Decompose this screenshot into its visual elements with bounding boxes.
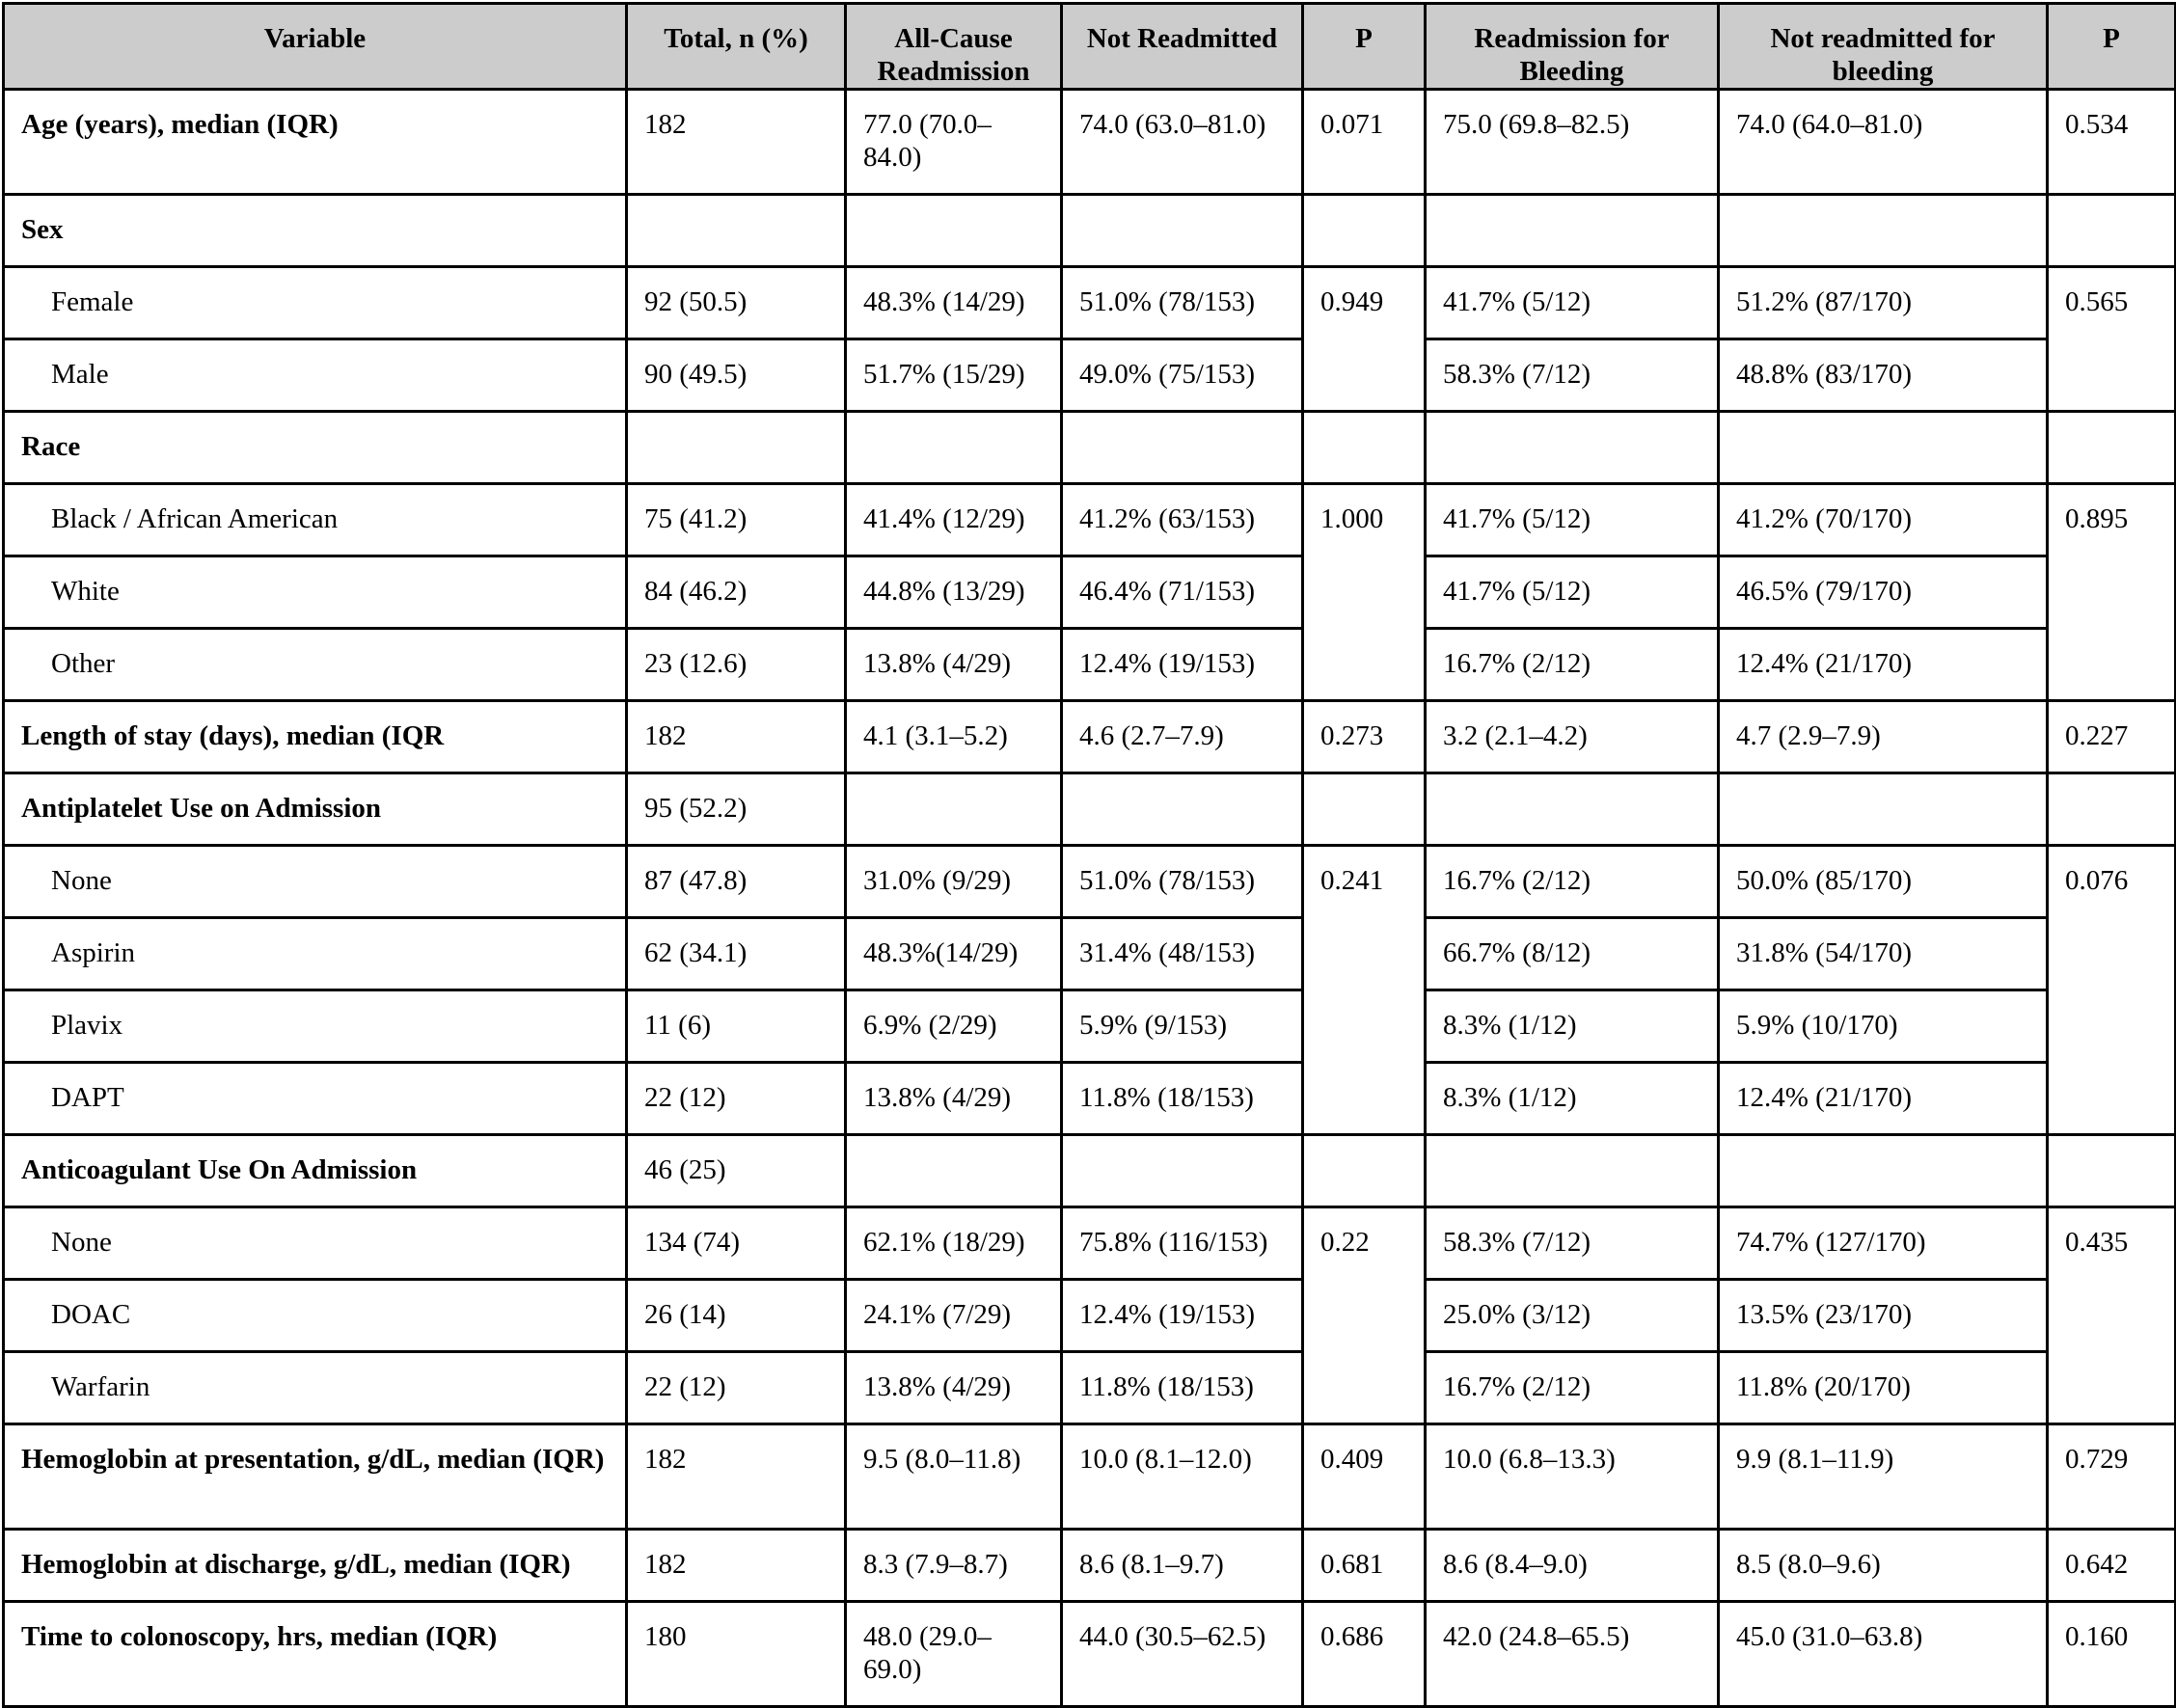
variable-cell: Male [4,339,627,412]
bleeding-cell: 16.7% (2/12) [1426,846,1719,918]
p-value-cell: 1.000 [1303,484,1426,701]
header-p-value: P [1303,4,1426,90]
bleeding-cell: 58.3% (7/12) [1426,339,1719,412]
variable-cell: Sex [4,195,627,267]
variable-cell: None [4,846,627,918]
p-value-bleeding-cell: 0.160 [2048,1602,2176,1707]
not-readmitted-cell: 46.4% (71/153) [1062,556,1303,629]
all-cause-cell: 24.1% (7/29) [846,1280,1062,1352]
table-row [4,195,2176,267]
bleeding-cell: 41.7% (5/12) [1426,556,1719,629]
header-p-value-bleeding: P [2048,4,2176,90]
bleeding-cell: 8.3% (1/12) [1426,990,1719,1063]
not-bleeding-cell: 12.4% (21/170) [1719,629,2048,701]
not-bleeding-cell: 74.0 (64.0–81.0) [1719,90,2048,195]
table-row [4,1280,2176,1352]
p-value-bleeding-cell: 0.534 [2048,90,2176,195]
total-cell: 22 (12) [627,1352,846,1424]
not-bleeding-cell: 13.5% (23/170) [1719,1280,2048,1352]
variable-cell: DAPT [4,1063,627,1135]
variable-cell: Aspirin [4,918,627,990]
all-cause-cell: 6.9% (2/29) [846,990,1062,1063]
variable-cell: Other [4,629,627,701]
variable-cell: None [4,1207,627,1280]
total-cell: 11 (6) [627,990,846,1063]
p-value-cell [1303,773,1426,846]
not-readmitted-cell: 11.8% (18/153) [1062,1063,1303,1135]
not-readmitted-cell [1062,1135,1303,1207]
bleeding-cell: 66.7% (8/12) [1426,918,1719,990]
variable-cell: Anticoagulant Use On Admission [4,1135,627,1207]
p-value-cell [1303,1135,1426,1207]
p-value-bleeding-cell: 0.227 [2048,701,2176,773]
not-bleeding-cell: 74.7% (127/170) [1719,1207,2048,1280]
table-row [4,773,2176,846]
not-bleeding-cell: 51.2% (87/170) [1719,267,2048,339]
table-row [4,1207,2176,1280]
bleeding-cell [1426,773,1719,846]
all-cause-cell [846,412,1062,484]
total-cell: 182 [627,1424,846,1530]
table-row [4,918,2176,990]
p-value-bleeding-cell [2048,195,2176,267]
all-cause-cell: 62.1% (18/29) [846,1207,1062,1280]
bleeding-cell: 16.7% (2/12) [1426,1352,1719,1424]
not-bleeding-cell: 11.8% (20/170) [1719,1352,2048,1424]
table-row [4,1135,2176,1207]
total-cell: 90 (49.5) [627,339,846,412]
all-cause-cell: 48.3% (14/29) [846,267,1062,339]
p-value-bleeding-cell: 0.642 [2048,1530,2176,1602]
table-row [4,1530,2176,1602]
all-cause-cell [846,1135,1062,1207]
p-value-cell: 0.071 [1303,90,1426,195]
p-value-bleeding-cell: 0.729 [2048,1424,2176,1530]
readmission-characteristics-table [2,2,2176,1708]
bleeding-cell [1426,1135,1719,1207]
all-cause-cell: 41.4% (12/29) [846,484,1062,556]
table-row [4,1352,2176,1424]
table-row [4,339,2176,412]
p-value-bleeding-cell [2048,412,2176,484]
not-readmitted-cell: 74.0 (63.0–81.0) [1062,90,1303,195]
not-readmitted-cell: 10.0 (8.1–12.0) [1062,1424,1303,1530]
p-value-bleeding-cell: 0.565 [2048,267,2176,412]
header-not-readmitted: Not Readmitted [1062,4,1303,90]
bleeding-cell [1426,412,1719,484]
table-row [4,701,2176,773]
not-bleeding-cell: 12.4% (21/170) [1719,1063,2048,1135]
variable-cell: Age (years), median (IQR) [4,90,627,195]
total-cell: 95 (52.2) [627,773,846,846]
table-row [4,1063,2176,1135]
variable-cell: Warfarin [4,1352,627,1424]
all-cause-cell: 9.5 (8.0–11.8) [846,1424,1062,1530]
bleeding-cell: 8.3% (1/12) [1426,1063,1719,1135]
total-cell [627,412,846,484]
bleeding-cell: 10.0 (6.8–13.3) [1426,1424,1719,1530]
total-cell: 75 (41.2) [627,484,846,556]
total-cell: 46 (25) [627,1135,846,1207]
total-cell: 26 (14) [627,1280,846,1352]
total-cell [627,195,846,267]
bleeding-cell: 58.3% (7/12) [1426,1207,1719,1280]
bleeding-cell: 41.7% (5/12) [1426,484,1719,556]
not-bleeding-cell: 31.8% (54/170) [1719,918,2048,990]
total-cell: 84 (46.2) [627,556,846,629]
header-variable: Variable [4,4,627,90]
not-bleeding-cell [1719,773,2048,846]
variable-cell: Length of stay (days), median (IQR [4,701,627,773]
variable-cell: Hemoglobin at presentation, g/dL, median (IQR) [4,1424,627,1530]
total-cell: 87 (47.8) [627,846,846,918]
not-readmitted-cell [1062,195,1303,267]
table-row [4,846,2176,918]
bleeding-cell: 3.2 (2.1–4.2) [1426,701,1719,773]
p-value-bleeding-cell: 0.435 [2048,1207,2176,1424]
all-cause-cell [846,195,1062,267]
bleeding-cell: 8.6 (8.4–9.0) [1426,1530,1719,1602]
table-row [4,556,2176,629]
not-bleeding-cell: 50.0% (85/170) [1719,846,2048,918]
p-value-bleeding-cell: 0.076 [2048,846,2176,1135]
table-row [4,90,2176,195]
bleeding-cell: 75.0 (69.8–82.5) [1426,90,1719,195]
variable-cell: Antiplatelet Use on Admission [4,773,627,846]
p-value-cell [1303,412,1426,484]
p-value-bleeding-cell [2048,1135,2176,1207]
p-value-cell [1303,195,1426,267]
variable-cell: White [4,556,627,629]
total-cell: 134 (74) [627,1207,846,1280]
not-readmitted-cell: 8.6 (8.1–9.7) [1062,1530,1303,1602]
all-cause-cell: 13.8% (4/29) [846,629,1062,701]
variable-cell: Female [4,267,627,339]
total-cell: 23 (12.6) [627,629,846,701]
not-bleeding-cell [1719,412,2048,484]
p-value-bleeding-cell: 0.895 [2048,484,2176,701]
total-cell: 180 [627,1602,846,1707]
header-readmission-for-bleeding: Readmission for Bleeding [1426,4,1719,90]
variable-cell: Plavix [4,990,627,1063]
not-bleeding-cell: 9.9 (8.1–11.9) [1719,1424,2048,1530]
not-bleeding-cell [1719,1135,2048,1207]
table-row [4,267,2176,339]
variable-cell: DOAC [4,1280,627,1352]
bleeding-cell [1426,195,1719,267]
table-row [4,484,2176,556]
p-value-cell: 0.241 [1303,846,1426,1135]
all-cause-cell [846,773,1062,846]
table-row [4,629,2176,701]
p-value-cell: 0.273 [1303,701,1426,773]
bleeding-cell: 25.0% (3/12) [1426,1280,1719,1352]
p-value-cell: 0.686 [1303,1602,1426,1707]
p-value-cell: 0.681 [1303,1530,1426,1602]
all-cause-cell: 13.8% (4/29) [846,1352,1062,1424]
not-bleeding-cell: 45.0 (31.0–63.8) [1719,1602,2048,1707]
not-bleeding-cell: 8.5 (8.0–9.6) [1719,1530,2048,1602]
not-readmitted-cell: 51.0% (78/153) [1062,846,1303,918]
all-cause-cell: 4.1 (3.1–5.2) [846,701,1062,773]
not-readmitted-cell: 5.9% (9/153) [1062,990,1303,1063]
total-cell: 182 [627,1530,846,1602]
all-cause-cell: 51.7% (15/29) [846,339,1062,412]
variable-cell: Race [4,412,627,484]
p-value-bleeding-cell [2048,773,2176,846]
not-readmitted-cell: 4.6 (2.7–7.9) [1062,701,1303,773]
not-readmitted-cell: 41.2% (63/153) [1062,484,1303,556]
header-row [4,4,2176,90]
variable-cell: Black / African American [4,484,627,556]
all-cause-cell: 31.0% (9/29) [846,846,1062,918]
not-readmitted-cell [1062,773,1303,846]
header-all-cause-readmission: All-Cause Readmission [846,4,1062,90]
all-cause-cell: 13.8% (4/29) [846,1063,1062,1135]
not-readmitted-cell: 44.0 (30.5–62.5) [1062,1602,1303,1707]
not-bleeding-cell: 46.5% (79/170) [1719,556,2048,629]
p-value-cell: 0.22 [1303,1207,1426,1424]
bleeding-cell: 41.7% (5/12) [1426,267,1719,339]
table-row [4,412,2176,484]
variable-cell: Time to colonoscopy, hrs, median (IQR) [4,1602,627,1707]
not-readmitted-cell: 12.4% (19/153) [1062,1280,1303,1352]
bleeding-cell: 16.7% (2/12) [1426,629,1719,701]
not-readmitted-cell: 51.0% (78/153) [1062,267,1303,339]
table-row [4,990,2176,1063]
not-bleeding-cell [1719,195,2048,267]
all-cause-cell: 48.0 (29.0–69.0) [846,1602,1062,1707]
not-bleeding-cell: 41.2% (70/170) [1719,484,2048,556]
not-readmitted-cell: 12.4% (19/153) [1062,629,1303,701]
p-value-cell: 0.949 [1303,267,1426,412]
not-readmitted-cell [1062,412,1303,484]
not-readmitted-cell: 11.8% (18/153) [1062,1352,1303,1424]
all-cause-cell: 77.0 (70.0–84.0) [846,90,1062,195]
not-bleeding-cell: 48.8% (83/170) [1719,339,2048,412]
total-cell: 182 [627,701,846,773]
variable-cell: Hemoglobin at discharge, g/dL, median (IQR) [4,1530,627,1602]
not-readmitted-cell: 31.4% (48/153) [1062,918,1303,990]
not-bleeding-cell: 4.7 (2.9–7.9) [1719,701,2048,773]
not-bleeding-cell: 5.9% (10/170) [1719,990,2048,1063]
total-cell: 22 (12) [627,1063,846,1135]
header-total: Total, n (%) [627,4,846,90]
not-readmitted-cell: 49.0% (75/153) [1062,339,1303,412]
bleeding-cell: 42.0 (24.8–65.5) [1426,1602,1719,1707]
total-cell: 62 (34.1) [627,918,846,990]
header-not-readmitted-for-bleeding: Not readmitted for bleeding [1719,4,2048,90]
all-cause-cell: 48.3%(14/29) [846,918,1062,990]
all-cause-cell: 44.8% (13/29) [846,556,1062,629]
total-cell: 182 [627,90,846,195]
table-row [4,1602,2176,1707]
table-row [4,1424,2176,1530]
not-readmitted-cell: 75.8% (116/153) [1062,1207,1303,1280]
total-cell: 92 (50.5) [627,267,846,339]
all-cause-cell: 8.3 (7.9–8.7) [846,1530,1062,1602]
p-value-cell: 0.409 [1303,1424,1426,1530]
